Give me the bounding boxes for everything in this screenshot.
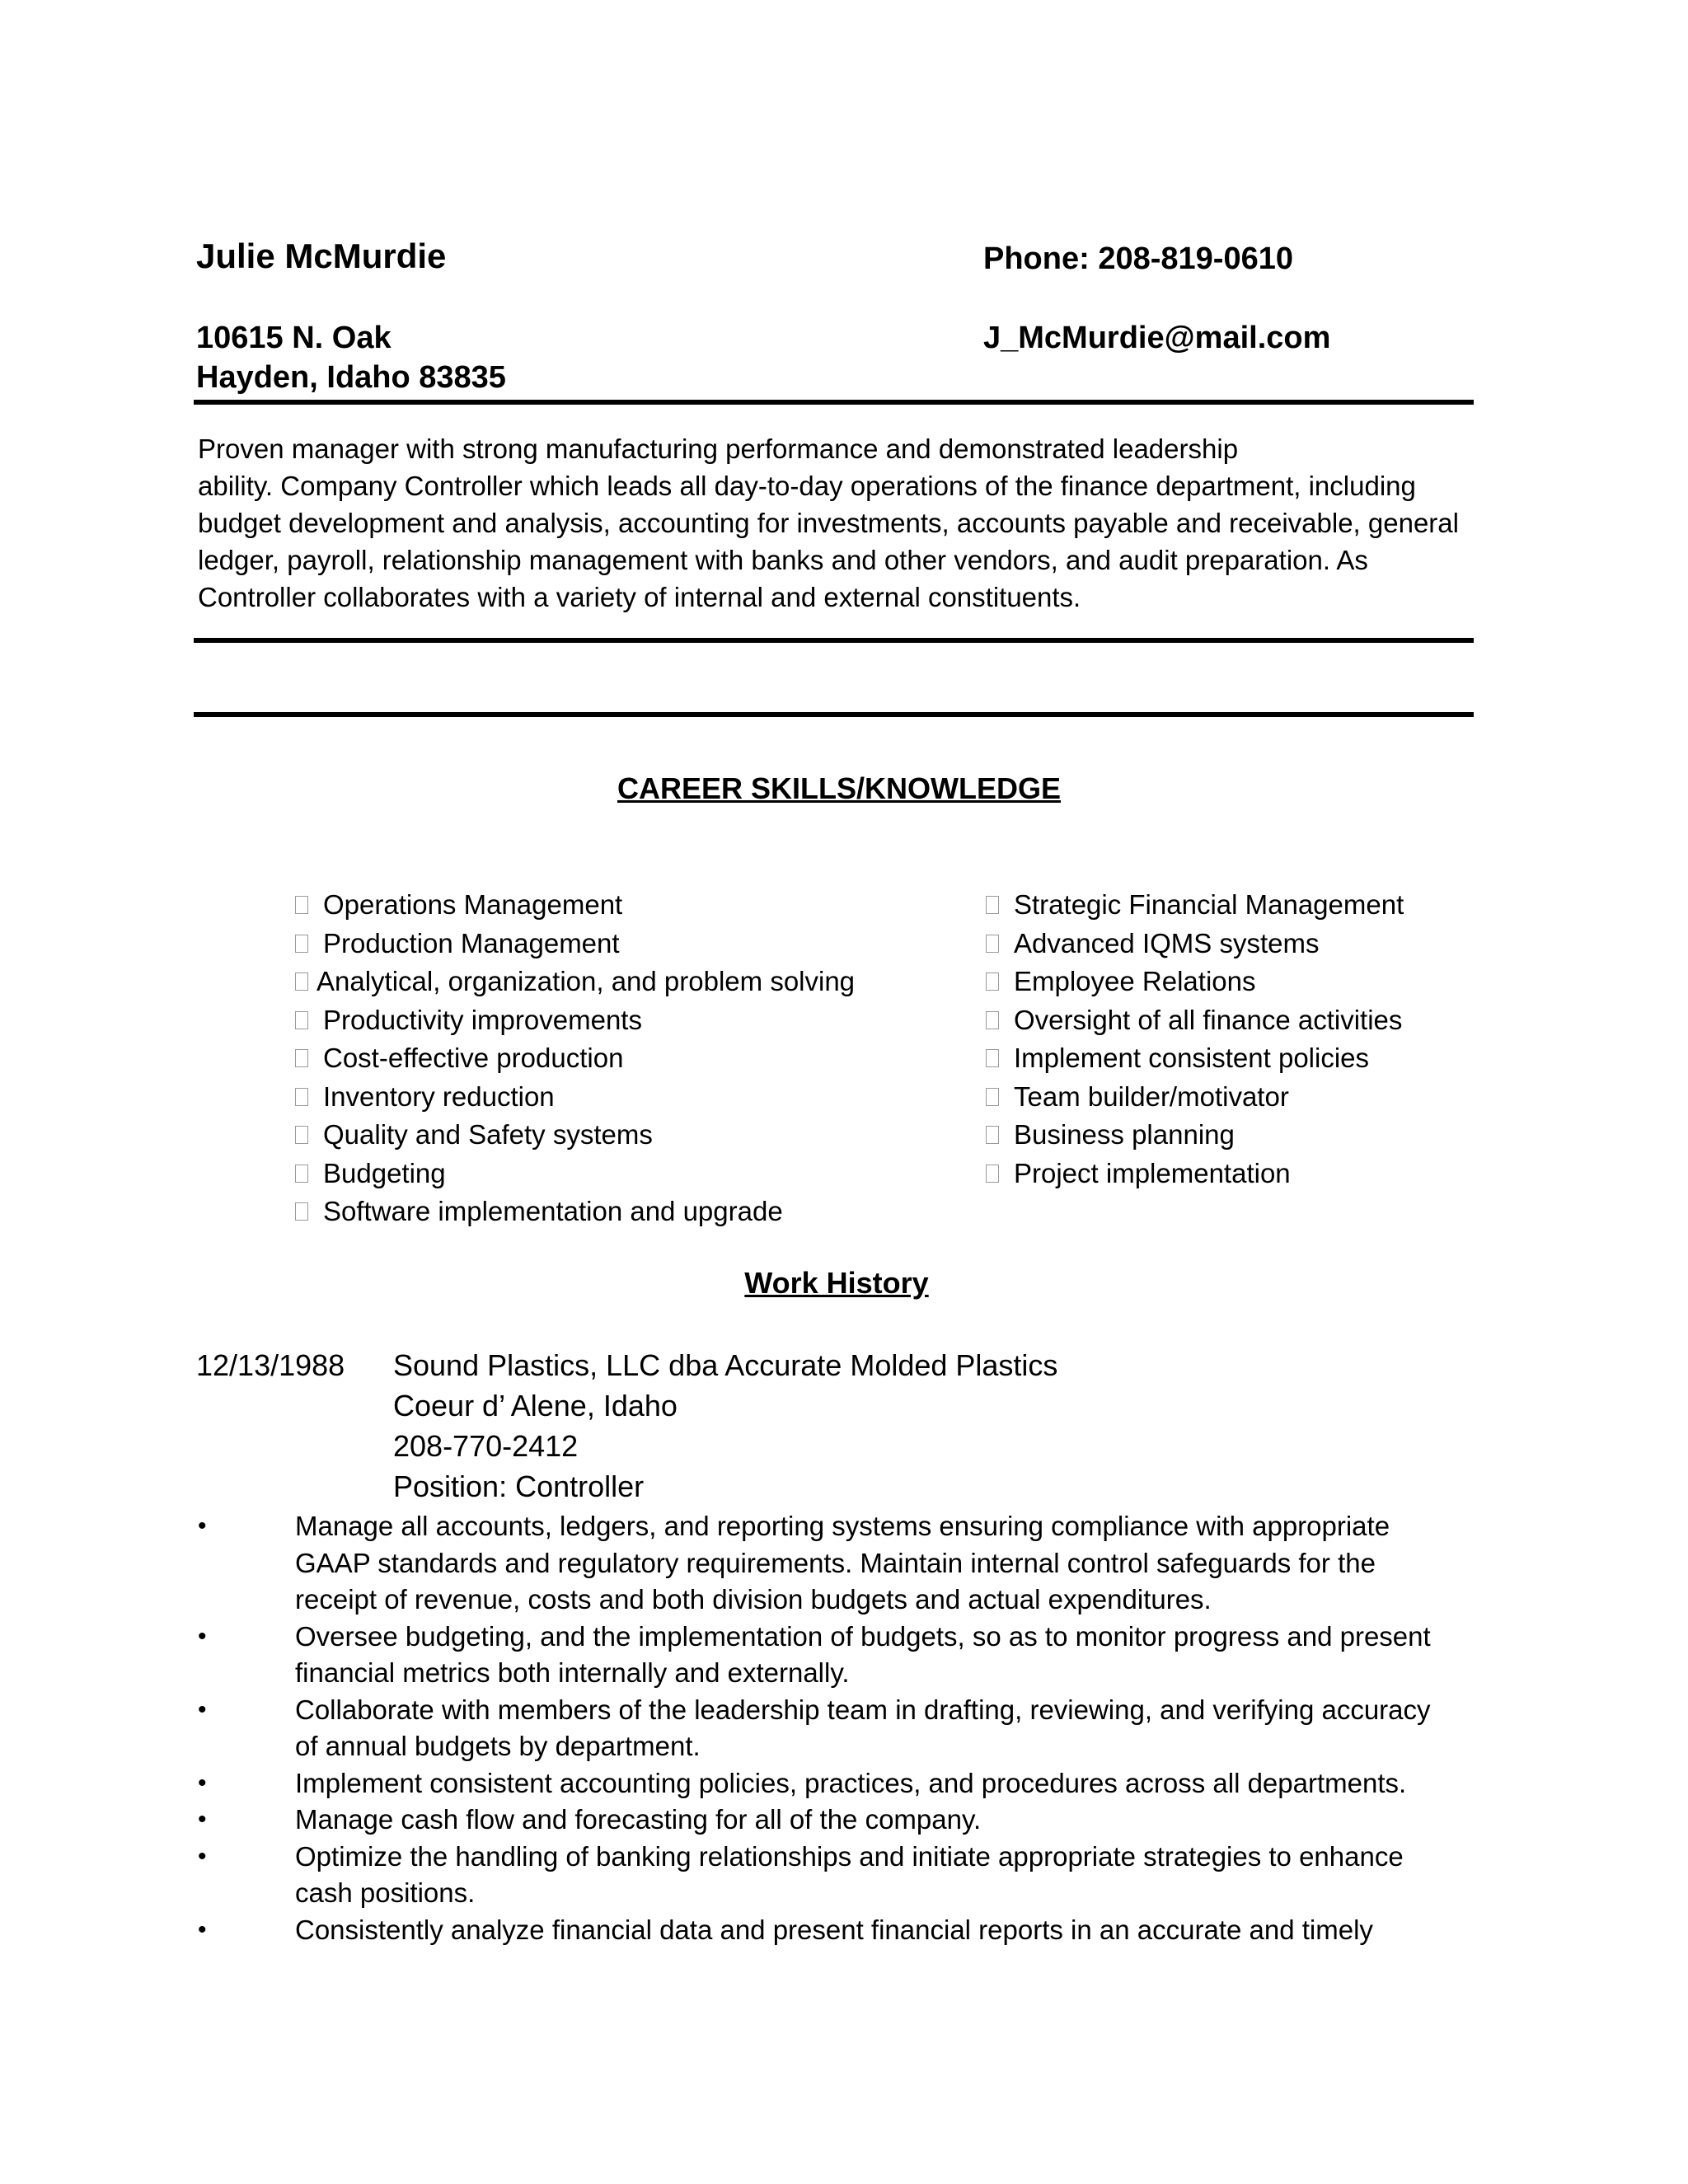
duty-line: Collaborate with members of the leadership team in drafting, reviewing, and verifying accuracy (295, 1694, 1431, 1725)
list-item (198, 1508, 1431, 1619)
skill-item: Inventory reduction (295, 1078, 855, 1117)
checkbox-icon (295, 1049, 308, 1067)
duty-line: receipt of revenue, costs and both division budgets and actual expenditures. (295, 1584, 1212, 1615)
checkbox-icon (295, 1088, 308, 1106)
header-divider (194, 400, 1474, 405)
bullet-icon: • (198, 1915, 207, 1943)
skill-item: Employee Relations (986, 963, 1404, 1001)
skills-list-left (295, 886, 855, 1231)
job-company: Sound Plastics, LLC dba Accurate Molded Plastics (393, 1348, 1058, 1382)
summary-paragraph (198, 430, 1484, 616)
skill-item: Operations Management (295, 886, 855, 925)
bullet-icon: • (198, 1842, 207, 1870)
bullet-icon: • (198, 1769, 207, 1797)
job-duties-list (198, 1508, 1431, 1948)
summary-divider-bottom (194, 712, 1474, 717)
checkbox-icon (295, 1202, 308, 1221)
skill-item: Productivity improvements (295, 1001, 855, 1040)
skills-section-title: CAREER SKILLS/KNOWLEDGE (617, 771, 1061, 805)
checkbox-icon (295, 935, 308, 953)
skill-item: Advanced IQMS systems (986, 925, 1404, 963)
duty-line: Optimize the handling of banking relationships and initiate appropriate strategies to enhance (295, 1840, 1404, 1872)
duty-line: financial metrics both internally and externally. (295, 1657, 850, 1688)
duty-line: GAAP standards and regulatory requirements. Maintain internal control safeguards for the (295, 1547, 1376, 1578)
skill-item: Analytical, organization, and problem solving (295, 963, 855, 1001)
checkbox-icon (295, 896, 308, 914)
summary-line: ledger, payroll, relationship management with banks and other vendors, and audit preparation. As (198, 545, 1368, 575)
summary-line: Controller collaborates with a variety of internal and external constituents. (198, 582, 1081, 612)
checkbox-icon (986, 1165, 999, 1183)
checkbox-icon (986, 972, 999, 991)
checkbox-icon (986, 1011, 999, 1029)
checkbox-icon (986, 935, 999, 953)
list-item (198, 1802, 1431, 1839)
bullet-icon: • (198, 1512, 207, 1540)
skill-item: Production Management (295, 925, 855, 963)
skill-item: Implement consistent policies (986, 1039, 1404, 1078)
skill-item: Strategic Financial Management (986, 886, 1404, 925)
email-address: J_McMurdie@mail.com (983, 321, 1331, 355)
phone-number: Phone: 208-819-0610 (983, 241, 1293, 276)
checkbox-icon (295, 1165, 308, 1183)
checkbox-icon (986, 1126, 999, 1144)
bullet-icon: • (198, 1695, 207, 1723)
checkbox-icon (986, 896, 999, 914)
list-item (198, 1765, 1431, 1802)
summary-divider-top (194, 638, 1474, 643)
duty-line: Oversee budgeting, and the implementation of budgets, so as to monitor progress and present (295, 1620, 1431, 1652)
duty-line: of annual budgets by department. (295, 1731, 701, 1761)
skill-item: Team builder/motivator (986, 1078, 1404, 1117)
duty-line: Consistently analyze financial data and present financial reports in an accurate and timely (295, 1914, 1373, 1945)
bullet-icon: • (198, 1806, 207, 1833)
duty-line: Implement consistent accounting policies, practices, and procedures across all departments. (295, 1767, 1407, 1798)
skill-item: Business planning (986, 1116, 1404, 1155)
checkbox-icon (986, 1088, 999, 1106)
duty-line: Manage all accounts, ledgers, and reporting systems ensuring compliance with appropriate (295, 1511, 1390, 1541)
list-item (198, 1839, 1431, 1912)
address-street: 10615 N. Oak (196, 321, 392, 355)
skill-item: Project implementation (986, 1155, 1404, 1193)
job-location: Coeur d’ Alene, Idaho (393, 1389, 678, 1422)
job-phone: 208-770-2412 (393, 1429, 579, 1463)
checkbox-icon (295, 1126, 308, 1144)
skill-item: Budgeting (295, 1155, 855, 1193)
skill-item: Oversight of all finance activities (986, 1001, 1404, 1040)
checkbox-icon (295, 1011, 308, 1029)
job-position: Position: Controller (393, 1469, 645, 1503)
summary-line: ability. Company Controller which leads all day-to-day operations of the finance department, including (198, 471, 1416, 501)
summary-line: Proven manager with strong manufacturing performance and demonstrated leadership (198, 434, 1239, 464)
skill-item: Quality and Safety systems (295, 1116, 855, 1155)
summary-line: budget development and analysis, accounting for investments, accounts payable and receivable, general (198, 508, 1459, 538)
list-item (198, 1619, 1431, 1692)
skill-item: Software implementation and upgrade (295, 1193, 855, 1231)
checkbox-icon (295, 972, 308, 991)
address-city: Hayden, Idaho 83835 (196, 360, 506, 395)
list-item (198, 1912, 1431, 1949)
work-history-title: Work History (744, 1266, 929, 1300)
list-item (198, 1692, 1431, 1765)
checkbox-icon (986, 1049, 999, 1067)
job-date: 12/13/1988 (196, 1348, 345, 1382)
skills-list-right (986, 886, 1404, 1193)
duty-line: cash positions. (295, 1877, 476, 1908)
bullet-icon: • (198, 1622, 207, 1650)
duty-line: Manage cash flow and forecasting for all of the company. (295, 1804, 982, 1835)
skill-item: Cost-effective production (295, 1039, 855, 1078)
candidate-name: Julie McMurdie (196, 237, 447, 275)
